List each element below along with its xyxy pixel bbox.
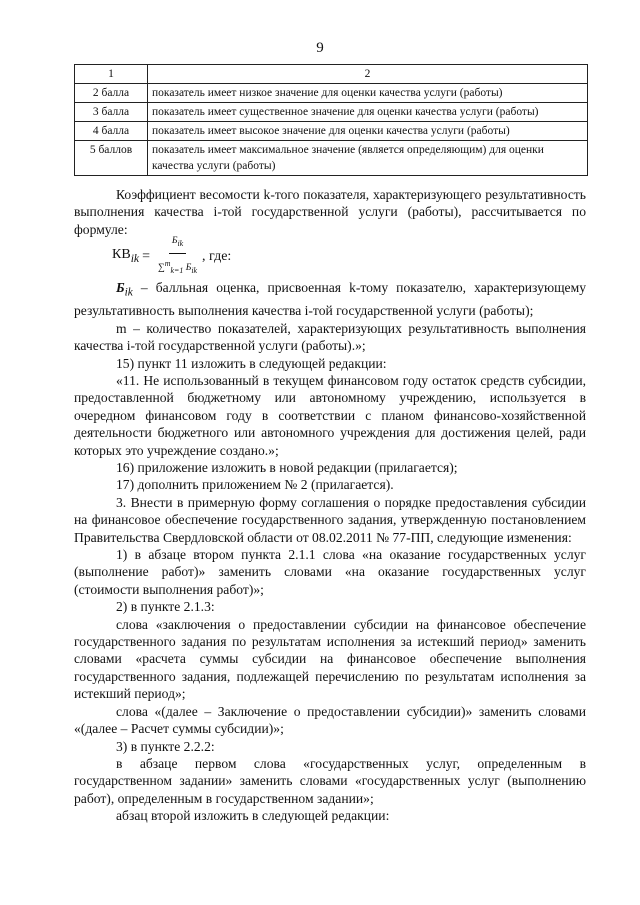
paragraph-16: 16) приложение изложить в новой редакции (прилагается); — [116, 460, 458, 475]
score-cell: 2 балла — [75, 84, 148, 103]
document-body — [74, 186, 586, 825]
description-cell: показатель имеет низкое значение для оценки качества услуги (работы) — [148, 84, 588, 103]
formula-equals: = — [142, 248, 151, 264]
table-header-cell: 2 — [148, 65, 588, 84]
table-row — [75, 122, 588, 141]
score-cell: 4 балла — [75, 122, 148, 141]
table-row — [75, 84, 588, 103]
paragraph-3-3-b: абзац второй изложить в следующей редакции: — [116, 808, 390, 824]
paragraph-b-definition: $Б_{ik}$ – балльная оценка, присвоенная k-тому показателю, характеризующему результативность выполнения качества i-той государственной услуги (работы); — [74, 280, 586, 319]
paragraph-m-definition: m – количество показателей, характеризующих результативность выполнения качества i-той государственной услуги (работы).»; — [74, 320, 586, 354]
formula — [112, 235, 586, 276]
score-cell: 5 баллов — [75, 141, 148, 176]
paragraph-15: 15) пункт 11 изложить в следующей редакции: — [116, 355, 387, 371]
formula-numerator: $Б_{ik}$ — [169, 233, 186, 254]
paragraph-3-3: 3) в пункте 2.2.2: — [116, 738, 215, 754]
formula-fraction — [155, 233, 200, 280]
table-row — [75, 141, 588, 176]
table-header-cell: 1 — [75, 65, 148, 84]
paragraph-3-1: 1) в абзаце втором пункта 2.1.1 слова «на оказание государственных услуг (выполнение работ)» заменить словами «на оказание государственных услуг (стоимости выполнения работ)»; — [74, 547, 586, 597]
paragraph-17: 17) дополнить приложением № 2 (прилагается). — [116, 477, 394, 493]
paragraph-3-2-b: слова «(далее – Заключение о предоставлении субсидии)» заменить словами «(далее – Расчет суммы субсидии)»; — [74, 703, 586, 737]
description-cell: показатель имеет высокое значение для оценки качества услуги (работы) — [148, 122, 588, 141]
formula-where: , где: — [202, 248, 232, 264]
paragraph-11: «11. Не использованный в текущем финансовом году остаток средств субсидии, предоставленной бюджетному или автономному учреждению, используется в очередном финансовом году в соответствии с планом финансово-хозяйственной деятельности бюджетного или автономного учреждения для достижения целей, ради которых это учреждение создано.»; — [74, 372, 586, 458]
description-cell: показатель имеет существенное значение для оценки качества услуги (работы) — [148, 103, 588, 122]
paragraph-3: 3. Внести в примерную форму соглашения о порядке предоставления субсидии на финансовое обеспечение государственного задания, утвержденную постановлением Правительства Свердловской области от 08.02.2011 № 77-ПП, следующие изменения: — [74, 494, 586, 545]
paragraph-3-3-a: в абзаце первом слова «государственных услуг, определенным в государственном задании» заменить словами «государственных услуг (выполнению работ), определенным в государственном задании»; — [74, 755, 586, 806]
paragraph-3-2: 2) в пункте 2.1.3: — [116, 599, 215, 615]
paragraph-3-2-a: слова «заключения о предоставлении субсидии на финансовое обеспечение государственного задания по результатам исполнения за истекший период» заменить словами «расчета суммы субсидии на финансовое обеспечение выполнения государственного задания, подлежащей перечислению по результатам исполнения за истекший период»; — [74, 616, 586, 702]
table-row — [75, 103, 588, 122]
table-header-row — [75, 65, 588, 84]
score-table — [74, 64, 588, 176]
formula-lhs: $КВ_{ik}$ — [112, 246, 140, 265]
formula-denominator: ∑$^m_{k=1}$ $Б_{ik}$ — [158, 259, 198, 276]
page-number: 9 — [316, 40, 324, 56]
description-cell: показатель имеет максимальное значение (является определяющим) для оценки качества услуги (работы) — [148, 141, 588, 176]
score-cell: 3 балла — [75, 103, 148, 122]
paragraph-coefficient: Коэффициент весомости k-того показателя, характеризующего результативность выполнения качества i-той государственной услуги (работы), рассчитывается по формуле: — [74, 187, 586, 237]
